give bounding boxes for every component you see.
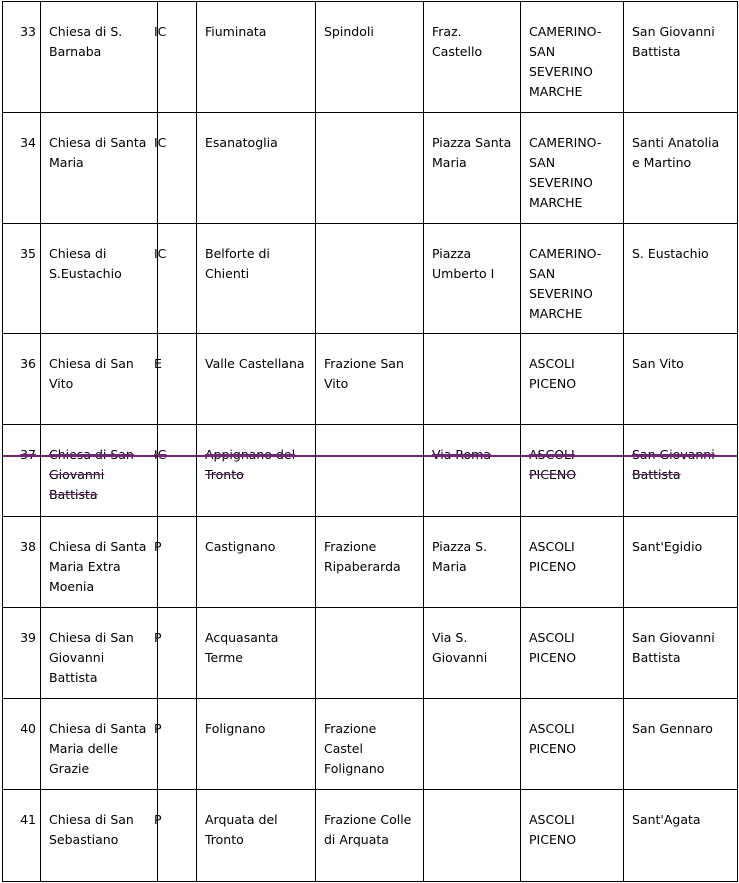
cell-municipality: [197, 699, 316, 790]
strikethrough-line: [316, 455, 423, 457]
church-name-text: [41, 425, 157, 505]
cell-hamlet: [316, 699, 424, 790]
table-row: [3, 517, 738, 608]
cell-row-number: [3, 2, 41, 113]
patron-saint-value: San Giovanni Battista: [632, 630, 715, 665]
table-row: [3, 608, 738, 699]
table-row: [3, 113, 738, 224]
patron-saint-value: Santi Anatolia e Martino: [632, 135, 720, 170]
patron-saint-text: [624, 113, 737, 173]
cell-diocese: [521, 608, 624, 699]
cell-church-name: [41, 517, 158, 608]
hamlet-text: [316, 425, 423, 445]
church-name-value: Chiesa di S.Eustachio: [49, 246, 122, 281]
cell-church-name: [41, 608, 158, 699]
diocese-value: ASCOLI PICENO: [529, 721, 577, 756]
cell-hamlet: [316, 517, 424, 608]
address-value: Piazza Umberto I: [432, 246, 495, 281]
row-number-text: [3, 2, 40, 42]
cell-address: [424, 2, 521, 113]
cell-row-number: [3, 425, 41, 517]
church-name-value: Chiesa di Santa Maria: [49, 135, 147, 170]
hamlet-text: [316, 113, 423, 133]
cell-patron-saint: [624, 224, 738, 334]
hamlet-value: Frazione Colle di Arquata: [324, 812, 412, 847]
municipality-text: [197, 334, 315, 374]
church-name-text: [41, 608, 157, 688]
cell-municipality: [197, 113, 316, 224]
type-code-value: IC: [154, 24, 167, 39]
type-code-value: E: [154, 356, 162, 371]
hamlet-value: Frazione Castel Folignano: [324, 721, 385, 776]
churches-table: [2, 1, 738, 882]
type-code-text: [154, 113, 196, 153]
hamlet-value: Spindoli: [324, 24, 374, 39]
cell-address: [424, 699, 521, 790]
address-value: Fraz. Castello: [432, 24, 483, 59]
municipality-value: Fiuminata: [205, 24, 267, 39]
diocese-value: CAMERINO-SAN SEVERINO MARCHE: [529, 246, 602, 321]
cell-hamlet: [316, 113, 424, 224]
row-number-value: 35: [20, 246, 36, 261]
municipality-text: [197, 517, 315, 557]
cell-church-name: [41, 224, 158, 334]
type-code-text: [154, 790, 196, 830]
row-number-text: [3, 517, 40, 557]
cell-row-number: [3, 517, 41, 608]
diocese-text: [521, 425, 623, 485]
cell-municipality: [197, 334, 316, 425]
patron-saint-value: San Vito: [632, 356, 684, 371]
municipality-value: Belforte di Chienti: [205, 246, 270, 281]
cell-type-code: [154, 517, 197, 608]
diocese-text: [521, 2, 623, 102]
address-value: Piazza Santa Maria: [432, 135, 512, 170]
type-code-text: [154, 425, 196, 465]
cell-diocese: [521, 2, 624, 113]
hamlet-value: Frazione Ripaberarda: [324, 539, 401, 574]
row-number-value: 34: [20, 135, 36, 150]
cell-hamlet: [316, 224, 424, 334]
row-number-value: 33: [20, 24, 36, 39]
type-code-value: P: [154, 812, 162, 827]
cell-patron-saint: [624, 790, 738, 882]
church-name-value: Chiesa di S. Barnaba: [49, 24, 123, 59]
cell-row-number: [3, 790, 41, 882]
municipality-text: [197, 608, 315, 668]
cell-type-code: [154, 2, 197, 113]
address-text: [424, 699, 520, 719]
cell-diocese: [521, 790, 624, 882]
address-value: Via S. Giovanni: [432, 630, 488, 665]
hamlet-text: [316, 517, 423, 577]
cell-address: [424, 113, 521, 224]
cell-diocese: [521, 517, 624, 608]
diocese-value: ASCOLI PICENO: [529, 630, 577, 665]
address-text: [424, 517, 520, 577]
table-row: [3, 790, 738, 882]
cell-municipality: [197, 517, 316, 608]
cell-address: [424, 517, 521, 608]
type-code-value: IC: [154, 246, 167, 261]
church-name-value: Chiesa di San Vito: [49, 356, 134, 391]
diocese-value: ASCOLI PICENO: [529, 356, 577, 391]
cell-municipality: [197, 425, 316, 517]
address-text: [424, 334, 520, 354]
type-code-text: [154, 2, 196, 42]
patron-saint-text: [624, 790, 737, 830]
cell-diocese: [521, 334, 624, 425]
table-row: [3, 699, 738, 790]
church-name-value: Chiesa di San Giovanni Battista: [49, 630, 134, 685]
cell-hamlet: [316, 608, 424, 699]
address-text: [424, 608, 520, 668]
cell-row-number: [3, 224, 41, 334]
cell-hamlet: [316, 334, 424, 425]
address-value: Piazza S. Maria: [432, 539, 488, 574]
municipality-value: Castignano: [205, 539, 276, 554]
church-name-text: [41, 224, 157, 284]
diocese-text: [521, 699, 623, 759]
municipality-text: [197, 2, 315, 42]
row-number-text: [3, 790, 40, 830]
municipality-text: [197, 224, 315, 284]
hamlet-text: [316, 790, 423, 850]
cell-municipality: [197, 608, 316, 699]
cell-diocese: [521, 425, 624, 517]
type-code-value: P: [154, 539, 162, 554]
type-code-value: P: [154, 721, 162, 736]
table-row: [3, 425, 738, 517]
hamlet-text: [316, 699, 423, 779]
hamlet-text: [316, 608, 423, 628]
row-number-text: [3, 425, 40, 465]
cell-patron-saint: [624, 113, 738, 224]
type-code-text: [154, 224, 196, 264]
cell-hamlet: [316, 425, 424, 517]
hamlet-text: [316, 2, 423, 42]
cell-diocese: [521, 113, 624, 224]
cell-row-number: [3, 699, 41, 790]
church-name-value: Chiesa di San Sebastiano: [49, 812, 134, 847]
address-value: Via Roma: [432, 447, 491, 462]
hamlet-value: Frazione San Vito: [324, 356, 404, 391]
cell-type-code: [154, 790, 197, 882]
row-number-text: [3, 224, 40, 264]
address-text: [424, 2, 520, 62]
patron-saint-value: Sant'Agata: [632, 812, 701, 827]
cell-type-code: [154, 608, 197, 699]
cell-church-name: [41, 790, 158, 882]
cell-patron-saint: [624, 334, 738, 425]
cell-patron-saint: [624, 517, 738, 608]
type-code-value: P: [154, 630, 162, 645]
patron-saint-value: Sant'Egidio: [632, 539, 703, 554]
diocese-value: ASCOLI PICENO: [529, 812, 577, 847]
municipality-text: [197, 790, 315, 850]
row-number-value: 40: [20, 721, 36, 736]
cell-municipality: [197, 224, 316, 334]
cell-type-code: [154, 224, 197, 334]
cell-type-code: [154, 334, 197, 425]
address-text: [424, 425, 520, 465]
row-number-text: [3, 113, 40, 153]
church-name-text: [41, 334, 157, 394]
row-number-text: [3, 699, 40, 739]
municipality-value: Valle Castellana: [205, 356, 305, 371]
diocese-text: [521, 113, 623, 213]
cell-church-name: [41, 425, 158, 517]
patron-saint-value: San Gennaro: [632, 721, 713, 736]
type-code-text: [154, 334, 196, 374]
row-number-text: [3, 608, 40, 648]
church-name-text: [41, 699, 157, 779]
municipality-value: Acquasanta Terme: [205, 630, 279, 665]
cell-address: [424, 790, 521, 882]
patron-saint-text: [624, 334, 737, 374]
row-number-text: [3, 334, 40, 374]
row-number-value: 41: [20, 812, 36, 827]
table-body: [3, 2, 738, 882]
cell-hamlet: [316, 790, 424, 882]
patron-saint-text: [624, 2, 737, 62]
patron-saint-value: S. Eustachio: [632, 246, 709, 261]
municipality-text: [197, 425, 315, 485]
row-number-value: 39: [20, 630, 36, 645]
type-code-value: IC: [154, 135, 167, 150]
diocese-text: [521, 334, 623, 394]
church-name-value: Chiesa di San Giovanni Battista: [49, 447, 134, 502]
type-code-text: [154, 608, 196, 648]
patron-saint-text: [624, 224, 737, 264]
cell-row-number: [3, 113, 41, 224]
table-row: [3, 2, 738, 113]
row-number-value: 36: [20, 356, 36, 371]
cell-type-code: [154, 425, 197, 517]
cell-church-name: [41, 113, 158, 224]
cell-municipality: [197, 790, 316, 882]
address-text: [424, 113, 520, 173]
municipality-text: [197, 699, 315, 739]
church-name-text: [41, 517, 157, 597]
cell-patron-saint: [624, 699, 738, 790]
cell-patron-saint: [624, 425, 738, 517]
patron-saint-value: San Giovanni Battista: [632, 24, 715, 59]
hamlet-text: [316, 224, 423, 244]
type-code-value: IC: [154, 447, 167, 462]
cell-row-number: [3, 334, 41, 425]
cell-type-code: [154, 699, 197, 790]
table-row: [3, 334, 738, 425]
municipality-value: Esanatoglia: [205, 135, 278, 150]
address-text: [424, 790, 520, 810]
church-name-text: [41, 113, 157, 173]
cell-address: [424, 608, 521, 699]
diocese-text: [521, 790, 623, 850]
hamlet-text: [316, 334, 423, 394]
type-code-text: [154, 699, 196, 739]
patron-saint-value: San Giovanni Battista: [632, 447, 715, 482]
type-code-text: [154, 517, 196, 557]
address-text: [424, 224, 520, 284]
municipality-value: Appignano del Tronto: [205, 447, 296, 482]
cell-address: [424, 334, 521, 425]
cell-diocese: [521, 699, 624, 790]
church-name-text: [41, 2, 157, 62]
cell-address: [424, 224, 521, 334]
patron-saint-text: [624, 425, 737, 485]
diocese-text: [521, 224, 623, 324]
municipality-value: Arquata del Tronto: [205, 812, 278, 847]
municipality-value: Folignano: [205, 721, 266, 736]
cell-address: [424, 425, 521, 517]
cell-diocese: [521, 224, 624, 334]
table-row: [3, 224, 738, 334]
cell-patron-saint: [624, 608, 738, 699]
church-name-value: Chiesa di Santa Maria delle Grazie: [49, 721, 147, 776]
diocese-value: CAMERINO-SAN SEVERINO MARCHE: [529, 135, 602, 210]
diocese-text: [521, 608, 623, 668]
patron-saint-text: [624, 699, 737, 739]
municipality-text: [197, 113, 315, 153]
cell-church-name: [41, 2, 158, 113]
cell-church-name: [41, 699, 158, 790]
diocese-value: ASCOLI PICENO: [529, 447, 577, 482]
cell-hamlet: [316, 2, 424, 113]
diocese-value: CAMERINO-SAN SEVERINO MARCHE: [529, 24, 602, 99]
row-number-value: 37: [20, 447, 36, 462]
cell-patron-saint: [624, 2, 738, 113]
diocese-value: ASCOLI PICENO: [529, 539, 577, 574]
cell-type-code: [154, 113, 197, 224]
church-name-text: [41, 790, 157, 850]
cell-church-name: [41, 334, 158, 425]
cell-municipality: [197, 2, 316, 113]
church-name-value: Chiesa di Santa Maria Extra Moenia: [49, 539, 147, 594]
patron-saint-text: [624, 517, 737, 557]
row-number-value: 38: [20, 539, 36, 554]
patron-saint-text: [624, 608, 737, 668]
cell-row-number: [3, 608, 41, 699]
diocese-text: [521, 517, 623, 577]
